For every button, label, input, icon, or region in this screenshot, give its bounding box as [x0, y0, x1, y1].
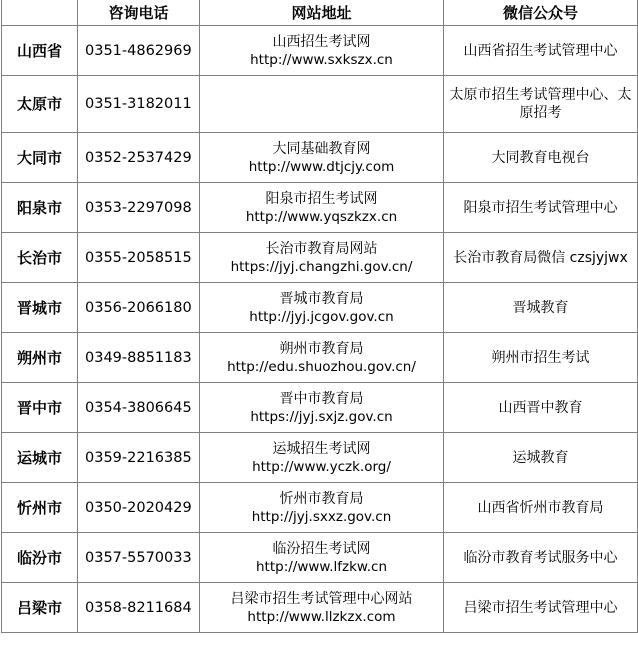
- header-city: [2, 0, 78, 26]
- wechat-cell: 运城教育: [444, 433, 638, 483]
- phone-cell: 0358-8211684: [78, 583, 200, 633]
- city-cell: 太原市: [2, 76, 78, 133]
- city-cell: 朔州市: [2, 333, 78, 383]
- table-row: [2, 333, 638, 383]
- phone-cell: 0349-8851183: [78, 333, 200, 383]
- phone-cell: 0351-3182011: [78, 76, 200, 133]
- phone-cell: 0354-3806645: [78, 383, 200, 433]
- city-cell: 临汾市: [2, 533, 78, 583]
- wechat-cell: 吕梁市招生考试管理中心: [444, 583, 638, 633]
- contact-table: [1, 0, 638, 633]
- website-cell: [200, 483, 444, 533]
- website-cell: [200, 183, 444, 233]
- website-url-link[interactable]: http://edu.shuozhou.gov.cn/: [227, 358, 416, 375]
- website-url-link[interactable]: http://www.dtjcjy.com: [248, 158, 395, 175]
- website-cell: [200, 133, 444, 183]
- website-url-link[interactable]: http://www.yqszkzx.cn: [245, 208, 398, 225]
- city-cell: 运城市: [2, 433, 78, 483]
- table-row: [2, 533, 638, 583]
- website-name: 山西招生考试网: [272, 33, 371, 50]
- website-name: 晋城市教育局: [279, 290, 364, 307]
- table-row: [2, 133, 638, 183]
- wechat-cell: 晋城教育: [444, 283, 638, 333]
- city-cell: 大同市: [2, 133, 78, 183]
- website-name: 朔州市教育局: [279, 340, 364, 357]
- website-cell: [200, 433, 444, 483]
- table-row: [2, 183, 638, 233]
- header-phone: 咨询电话: [78, 0, 200, 26]
- wechat-cell: 临汾市教育考试服务中心: [444, 533, 638, 583]
- website-cell: [200, 233, 444, 283]
- website-url-link[interactable]: http://jyj.sxxz.gov.cn: [251, 508, 392, 525]
- table-row: [2, 26, 638, 76]
- website-cell: [200, 283, 444, 333]
- website-url-link[interactable]: https://jyj.sxjz.gov.cn: [250, 408, 393, 425]
- website-url-link[interactable]: https://jyj.changzhi.gov.cn/: [230, 258, 413, 275]
- table-row: [2, 383, 638, 433]
- phone-cell: 0357-5570033: [78, 533, 200, 583]
- website-cell: [200, 383, 444, 433]
- website-name: 长治市教育局网站: [265, 240, 378, 257]
- phone-cell: 0352-2537429: [78, 133, 200, 183]
- phone-cell: 0359-2216385: [78, 433, 200, 483]
- website-name: 吕梁市招生考试管理中心网站: [230, 590, 413, 607]
- city-cell: 长治市: [2, 233, 78, 283]
- website-cell: [200, 533, 444, 583]
- table-row: [2, 433, 638, 483]
- phone-cell: 0355-2058515: [78, 233, 200, 283]
- website-url-link[interactable]: http://jyj.jcgov.gov.cn: [249, 308, 394, 325]
- header-wechat: 微信公众号: [444, 0, 638, 26]
- website-name: 阳泉市招生考试网: [265, 190, 378, 207]
- website-name: 大同基础教育网: [272, 140, 371, 157]
- table-row: [2, 76, 638, 133]
- website-name: 运城招生考试网: [272, 440, 371, 457]
- website-url-link[interactable]: http://www.sxkszx.cn: [250, 51, 393, 68]
- website-cell: [200, 333, 444, 383]
- website-url-link[interactable]: http://www.llzkzx.com: [247, 608, 396, 625]
- wechat-cell: 朔州市招生考试: [444, 333, 638, 383]
- city-cell: 晋城市: [2, 283, 78, 333]
- table-body: [2, 26, 638, 633]
- website-cell: [200, 26, 444, 76]
- header-row: [2, 0, 638, 26]
- wechat-cell: 大同教育电视台: [444, 133, 638, 183]
- city-cell: 山西省: [2, 26, 78, 76]
- wechat-cell: 太原市招生考试管理中心、太原招考: [444, 76, 638, 133]
- website-name: 晋中市教育局: [279, 390, 364, 407]
- city-cell: 晋中市: [2, 383, 78, 433]
- city-cell: 忻州市: [2, 483, 78, 533]
- website-url-link[interactable]: http://www.yczk.org/: [252, 458, 391, 475]
- header-website: 网站地址: [200, 0, 444, 26]
- phone-cell: 0353-2297098: [78, 183, 200, 233]
- phone-cell: 0356-2066180: [78, 283, 200, 333]
- wechat-cell: 山西省忻州市教育局: [444, 483, 638, 533]
- phone-cell: 0351-4862969: [78, 26, 200, 76]
- wechat-cell: 山西省招生考试管理中心: [444, 26, 638, 76]
- website-name: 临汾招生考试网: [272, 540, 371, 557]
- wechat-cell: 阳泉市招生考试管理中心: [444, 183, 638, 233]
- table-row: [2, 483, 638, 533]
- city-cell: 吕梁市: [2, 583, 78, 633]
- phone-cell: 0350-2020429: [78, 483, 200, 533]
- table-row: [2, 283, 638, 333]
- wechat-cell: 长治市教育局微信 czsjyjwx: [444, 233, 638, 283]
- website-cell: [200, 583, 444, 633]
- table-row: [2, 233, 638, 283]
- wechat-cell: 山西晋中教育: [444, 383, 638, 433]
- table-row: [2, 583, 638, 633]
- website-cell: [200, 76, 444, 133]
- website-name: 忻州市教育局: [279, 490, 364, 507]
- city-cell: 阳泉市: [2, 183, 78, 233]
- website-url-link[interactable]: http://www.lfzkw.cn: [255, 558, 387, 575]
